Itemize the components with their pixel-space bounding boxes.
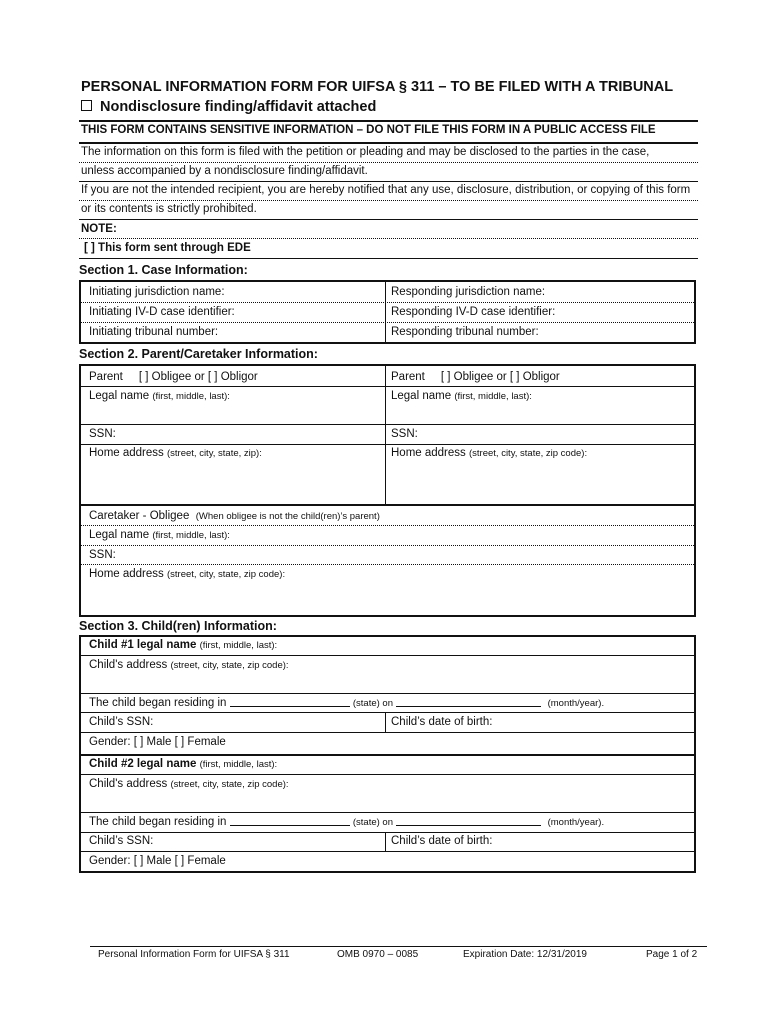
recipient-text-line2: or its contents is strictly prohibited. [81,203,257,215]
footer-page-number: Page 1 of 2 [646,949,698,960]
parent1-ssn-field[interactable]: SSN: [89,428,116,440]
caretaker-label: Caretaker - Obligee (When obligee is not the child(ren)’s parent) [89,510,380,522]
ede-checkbox-label[interactable]: [ ] This form sent through EDE [84,242,251,254]
initiating-jurisdiction-field[interactable]: Initiating jurisdiction name: [89,286,225,298]
parent2-ssn-field[interactable]: SSN: [391,428,418,440]
responding-jurisdiction-field[interactable]: Responding jurisdiction name: [391,286,546,298]
child2-ssn-field[interactable]: Child’s SSN: [89,835,154,847]
note-label: NOTE: [81,223,117,235]
caretaker-ssn-field[interactable]: SSN: [89,549,116,561]
section1-title: Section 1. Case Information: [79,263,248,277]
child1-dob-field[interactable]: Child’s date of birth: [391,716,493,728]
recipient-text-line1: If you are not the intended recipient, you are hereby notified that any use, disclosure, distribution, or copying of this form [81,184,691,196]
parent1-role[interactable]: Parent [ ] Obligee or [ ] Obligor [89,371,258,383]
nondisclosure-label: Nondisclosure finding/affidavit attached [100,99,377,115]
case-info-table [79,280,696,344]
parent2-address-field[interactable]: Home address (street, city, state, zip code): [391,447,588,459]
parent1-address-field[interactable]: Home address (street, city, state, zip): [89,447,262,459]
parent1-legal-name-field[interactable]: Legal name (first, middle, last): [89,390,230,402]
child1-date-field[interactable] [396,706,541,707]
warning-rule [79,142,698,144]
initiating-ivd-field[interactable]: Initiating IV-D case identifier: [89,306,235,318]
parent1-role-options[interactable]: [ ] Obligee or [ ] Obligor [138,371,258,383]
child2-dob-field[interactable]: Child’s date of birth: [391,835,493,847]
section3-title: Section 3. Child(ren) Information: [79,619,277,633]
responding-tribunal-field[interactable]: Responding tribunal number: [391,326,539,338]
child1-gender-options[interactable]: Gender: [ ] Male [ ] Female [89,736,226,748]
parent2-role[interactable]: Parent [ ] Obligee or [ ] Obligor [391,371,560,383]
parent2-legal-name-field[interactable]: Legal name (first, middle, last): [391,390,532,402]
child2-legal-name-field[interactable]: Child #2 legal name (first, middle, last): [89,758,278,770]
child1-state-field[interactable] [230,706,350,707]
caretaker-legal-name-field[interactable]: Legal name (first, middle, last): [89,529,230,541]
header-rule [79,120,698,122]
child2-state-field[interactable] [230,825,350,826]
child2-address-field[interactable]: Child's address (street, city, state, zip code): [89,778,289,790]
caretaker-address-field[interactable]: Home address (street, city, state, zip code): [89,568,286,580]
footer-omb: OMB 0970 – 0085 [337,949,419,960]
initiating-tribunal-field[interactable]: Initiating tribunal number: [89,326,219,338]
form-title: PERSONAL INFORMATION FORM FOR UIFSA § 311 – TO BE FILED WITH A TRIBUNAL [81,79,674,95]
section2-title: Section 2. Parent/Caretaker Information: [79,347,318,361]
footer-rule [90,946,707,947]
parent-info-table [79,364,696,506]
sensitive-warning: THIS FORM CONTAINS SENSITIVE INFORMATION – DO NOT FILE THIS FORM IN A PUBLIC ACCESS FILE [81,124,656,136]
children-table [79,635,696,873]
disclosure-text-line2: unless accompanied by a nondisclosure finding/affidavit. [81,165,368,177]
nondisclosure-row [81,99,376,115]
caretaker-table [79,504,696,617]
child1-address-field[interactable]: Child's address (street, city, state, zip code): [89,659,289,671]
nondisclosure-checkbox[interactable] [81,100,92,111]
child1-residence-row: The child began residing in (state) on (month/year). [89,697,605,709]
footer-expiration: Expiration Date: 12/31/2019 [463,949,587,960]
child2-gender-options[interactable]: Gender: [ ] Male [ ] Female [89,855,226,867]
child2-date-field[interactable] [396,825,541,826]
parent2-role-options[interactable]: [ ] Obligee or [ ] Obligor [440,371,560,383]
disclosure-text-line1: The information on this form is filed with the petition or pleading and may be disclosed to the parties in the case, [81,146,650,158]
child1-ssn-field[interactable]: Child’s SSN: [89,716,154,728]
responding-ivd-field[interactable]: Responding IV-D case identifier: [391,306,556,318]
child2-residence-row: The child began residing in (state) on (month/year). [89,816,605,828]
child1-legal-name-field[interactable]: Child #1 legal name (first, middle, last): [89,639,278,651]
footer-form-name: Personal Information Form for UIFSA § 311 [98,949,290,960]
